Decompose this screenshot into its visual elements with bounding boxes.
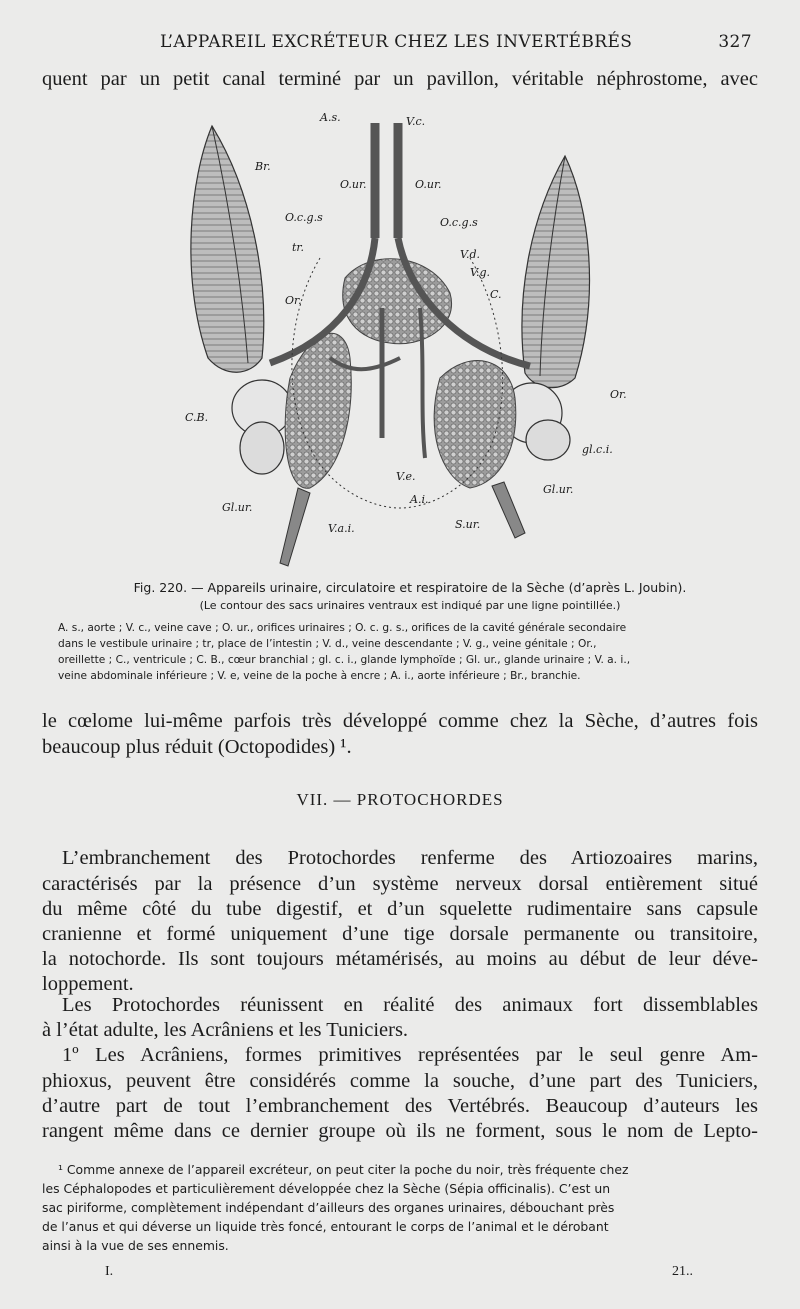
- text-line: la notochorde. Ils sont toujours métamérisés, au moins au début de leur déve-: [42, 948, 758, 970]
- figure-caption: Fig. 220. — Appareils urinaire, circulatoire et respiratoire de la Sèche (d’après L. Joubin).: [133, 580, 687, 595]
- label-tr: tr.: [292, 241, 304, 254]
- label-our-right: O.ur.: [415, 178, 442, 191]
- label-cb: C.B.: [185, 411, 209, 424]
- label-glci: gl.c.i.: [582, 443, 613, 456]
- label-ai: A.i.: [410, 493, 429, 506]
- footnote-line: de l’anus et qui déverse un liquide très foncé, entourant le corps de l’animal et le dérobant: [42, 1219, 609, 1234]
- text-line: du même côté du tube digestif, et d’un squelette rudimentaire sans capsule: [42, 898, 758, 920]
- text-line: loppement.: [42, 973, 134, 995]
- label-glur-right: Gl.ur.: [543, 483, 574, 496]
- label-our-left: O.ur.: [340, 178, 367, 191]
- label-vg: V.g.: [470, 266, 491, 279]
- branchial-hearts: [232, 380, 570, 474]
- section-title: VII. — PROTOCHORDES: [296, 790, 504, 809]
- label-glur-left: Gl.ur.: [222, 501, 253, 514]
- signature-mark-right: 21..: [672, 1264, 693, 1279]
- signature-mark-left: I.: [105, 1264, 114, 1279]
- text-line: 1º Les Acrâniens, formes primitives représentées par le seul genre Am-: [62, 1044, 758, 1066]
- label-as: A.s.: [320, 111, 341, 124]
- legend-line: oreillette ; C., ventricule ; C. B., cœur branchial ; gl. c. i., glande lymphoïde ; Gl. ur., glande urinaire ; V. a. i.,: [58, 654, 631, 666]
- footnote-line: ¹ Comme annexe de l’appareil excréteur, on peut citer la poche du noir, très fréquente chez: [58, 1162, 629, 1177]
- text-line: d’autre part de tout l’embranchement des Vertébrés. Beaucoup d’auteurs les: [42, 1095, 758, 1117]
- text-line: quent par un petit canal terminé par un pavillon, véritable néphrostome, avec: [42, 68, 758, 90]
- legend-line: dans le vestibule urinaire ; tr, place de l’intestin ; V. d., veine descendante ; V. g., veine génitale ; Or.,: [58, 638, 597, 650]
- page-number: 327: [718, 32, 752, 52]
- urinary-glands: [285, 259, 516, 489]
- footnote-line: ainsi à la vue de ses ennemis.: [42, 1238, 229, 1253]
- text-line: rangent même dans ce dernier groupe où ils ne forment, sous le nom de Lepto-: [42, 1120, 758, 1142]
- legend-line: veine abdominale inférieure ; V. e, veine de la poche à encre ; A. i., aorte inférieure ; Br., branchie.: [58, 670, 581, 682]
- label-ve: V.e.: [396, 470, 416, 483]
- footnote-line: les Céphalopodes et particulièrement développée chez la Sèche (Sépia officinalis). C’est un: [42, 1181, 611, 1196]
- legend-line: A. s., aorte ; V. c., veine cave ; O. ur., orifices urinaires ; O. c. g. s., orifices de la cavité générale secondaire: [58, 622, 627, 634]
- text-line: Les Protochordes réunissent en réalité des animaux fort dissemblables: [62, 994, 758, 1016]
- label-c: C.: [490, 288, 502, 301]
- label-or-right: Or.: [610, 388, 627, 401]
- left-gill: [191, 126, 264, 372]
- left-tail: [280, 488, 310, 566]
- text-line: cranienne et formé uniquement d’une tige dorsale permanente ou transitoire,: [42, 923, 758, 945]
- text-line: le cœlome lui-même parfois très développé comme chez la Sèche, d’autres fois: [42, 710, 758, 732]
- running-header: [40, 30, 760, 56]
- label-vd: V.d.: [460, 248, 481, 261]
- cuttlefish-anatomy-figure: [170, 108, 630, 573]
- text-line: beaucoup plus réduit (Octopodides) ¹.: [42, 736, 352, 758]
- text-line: L’embranchement des Protochordes renferme des Artiozoaires marins,: [62, 847, 758, 869]
- running-title: L’APPAREIL EXCRÉTEUR CHEZ LES INVERTÉBRÉS: [160, 32, 633, 52]
- text-line: phioxus, peuvent être considérés comme la souche, d’une part des Tuniciers,: [42, 1070, 758, 1092]
- right-tail: [492, 482, 525, 538]
- text-line: caractérisés par la présence d’un système nerveux dorsal entièrement situé: [42, 873, 758, 895]
- figure-caption-note: (Le contour des sacs urinaires ventraux est indiqué par une ligne pointillée.): [199, 599, 621, 612]
- label-sur: S.ur.: [455, 518, 481, 531]
- figure-legend: [58, 620, 760, 684]
- label-ocgs-right: O.c.g.s: [440, 216, 478, 229]
- label-vai: V.a.i.: [328, 522, 355, 535]
- text-line: à l’état adulte, les Acrâniens et les Tuniciers.: [42, 1019, 409, 1041]
- label-vc: V.c.: [406, 115, 426, 128]
- right-gill: [522, 156, 590, 388]
- label-ocgs-left: O.c.g.s: [285, 211, 323, 224]
- footnote-line: sac piriforme, complètement indépendant d’ailleurs des organes urinaires, débouchant près: [42, 1200, 615, 1215]
- label-br: Br.: [255, 160, 271, 173]
- label-or-left: Or.: [285, 294, 302, 307]
